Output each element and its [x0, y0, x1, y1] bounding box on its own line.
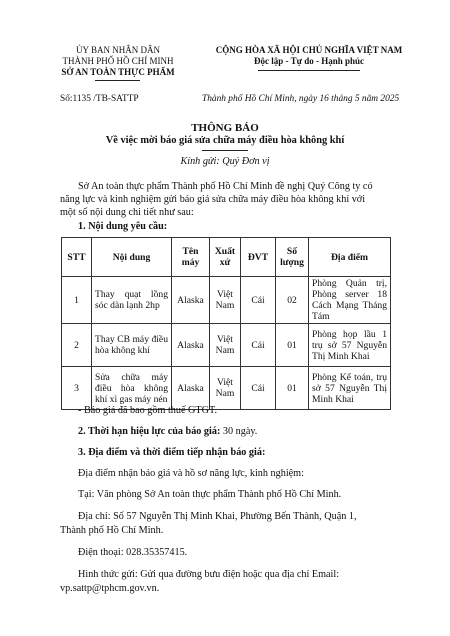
cell-stt: 2 [62, 324, 92, 367]
cell-unit: Cái [241, 277, 276, 324]
intro-line-2: năng lực và kinh nghiệm gửi báo giá sửa chữa máy điều hòa không khí với [60, 194, 366, 205]
requirements-table [61, 237, 391, 410]
col-header-unit: ĐVT [241, 238, 276, 277]
cell-origin: Việt Nam [210, 324, 241, 367]
cell-stt: 1 [62, 277, 92, 324]
cell-location: Phòng họp lầu 1 trụ sở 57 Nguyễn Thị Minh Khai [309, 324, 391, 367]
agency-underline [95, 80, 140, 81]
section-2 [78, 425, 257, 439]
col-header-origin: Xuất xứ [210, 238, 241, 277]
col-header-machine-name: Tên máy [172, 238, 210, 277]
section-3-line-1: Địa điểm nhận báo giá và hồ sơ năng lực, kinh nghiệm: [78, 468, 304, 479]
col-header-location: Địa điểm [309, 238, 391, 277]
section-3-line-3: Địa chỉ: Số 57 Nguyễn Thị Minh Khai, Phường Bến Thành, Quận 1, [78, 511, 357, 522]
section-3-line-6: Hình thức gửi: Gửi qua đường bưu điện hoặc qua địa chỉ Email: [78, 569, 340, 580]
cell-content: Thay CB máy điều hòa không khí [92, 324, 172, 367]
section-3-line-4: Thành phố Hồ Chí Minh. [60, 525, 164, 536]
document-subject: Về việc mời báo giá sửa chữa máy điều hòa không khí [105, 135, 345, 146]
cell-unit: Cái [241, 324, 276, 367]
col-header-stt: STT [62, 238, 92, 277]
national-underline [258, 70, 360, 71]
cell-machine-name: Alaska [172, 324, 210, 367]
agency-line-1: ỦY BAN NHÂN DÂN [76, 45, 160, 55]
agency-line-2: THÀNH PHỐ HỒ CHÍ MINH [62, 56, 174, 66]
section-3-line-2: Tại: Văn phòng Sở An toàn thực phẩm Thành phố Hồ Chí Minh. [78, 489, 342, 500]
cell-stt: 3 [62, 367, 92, 410]
section-2-heading: 2. Thời hạn hiệu lực của báo giá: [78, 426, 221, 437]
national-header [208, 45, 410, 67]
cell-origin: Việt Nam [210, 277, 241, 324]
cell-machine-name: Alaska [172, 367, 210, 410]
recipient: Kính gửi: Quý Đơn vị [180, 156, 270, 167]
cell-origin: Việt Nam [210, 367, 241, 410]
cell-content: Thay quạt lồng sóc dàn lạnh 2hp [92, 277, 172, 324]
section-3-email[interactable]: vp.sattp@tphcm.gov.vn. [60, 583, 160, 594]
cell-quantity: 01 [276, 324, 309, 367]
cell-location: Phòng Quản trị, Phòng server 18 Cách Mạng Tháng Tám [309, 277, 391, 324]
document-number: Số:1135 /TB-SATTP [60, 94, 139, 104]
vat-note: - Báo giá đã bao gồm thuế GTGT. [78, 405, 218, 416]
cell-location: Phòng Kế toán, trụ sở 57 Nguyễn Thị Minh Khai [309, 367, 391, 410]
section-3-line-5: Điện thoại: 028.35357415. [78, 547, 188, 558]
document-title: THÔNG BÁO [191, 122, 259, 134]
intro-line-3: một số nội dung chi tiết như sau: [60, 207, 194, 218]
section-2-value: 30 ngày. [220, 426, 258, 437]
subject-underline [202, 150, 248, 151]
table-row [62, 277, 391, 324]
cell-unit: Cái [241, 367, 276, 410]
section-3-heading: 3. Địa điểm và thời điểm tiếp nhận báo giá: [78, 447, 266, 458]
cell-content: Sửa chữa máy điều hòa không khí xì gas máy nén [92, 367, 172, 410]
section-1-heading: 1. Nội dung yêu cầu: [78, 221, 168, 232]
table-header-row [62, 238, 391, 277]
table-row [62, 324, 391, 367]
col-header-quantity: Số lượng [276, 238, 309, 277]
national-motto-1: CỘNG HÒA XÃ HỘI CHỦ NGHĨA VIỆT NAM [215, 45, 403, 55]
national-motto-2: Độc lập - Tự do - Hạnh phúc [253, 56, 364, 66]
intro-line-1: Sở An toàn thực phẩm Thành phố Hồ Chí Minh đề nghị Quý Công ty có [78, 181, 373, 192]
col-header-content: Nội dung [92, 238, 172, 277]
cell-machine-name: Alaska [172, 277, 210, 324]
place-date: Thành phố Hồ Chí Minh, ngày 16 tháng 5 năm 2025 [202, 94, 400, 104]
agency-header [58, 45, 178, 78]
agency-line-3: SỞ AN TOÀN THỰC PHẨM [61, 67, 175, 77]
cell-quantity: 01 [276, 367, 309, 410]
cell-quantity: 02 [276, 277, 309, 324]
